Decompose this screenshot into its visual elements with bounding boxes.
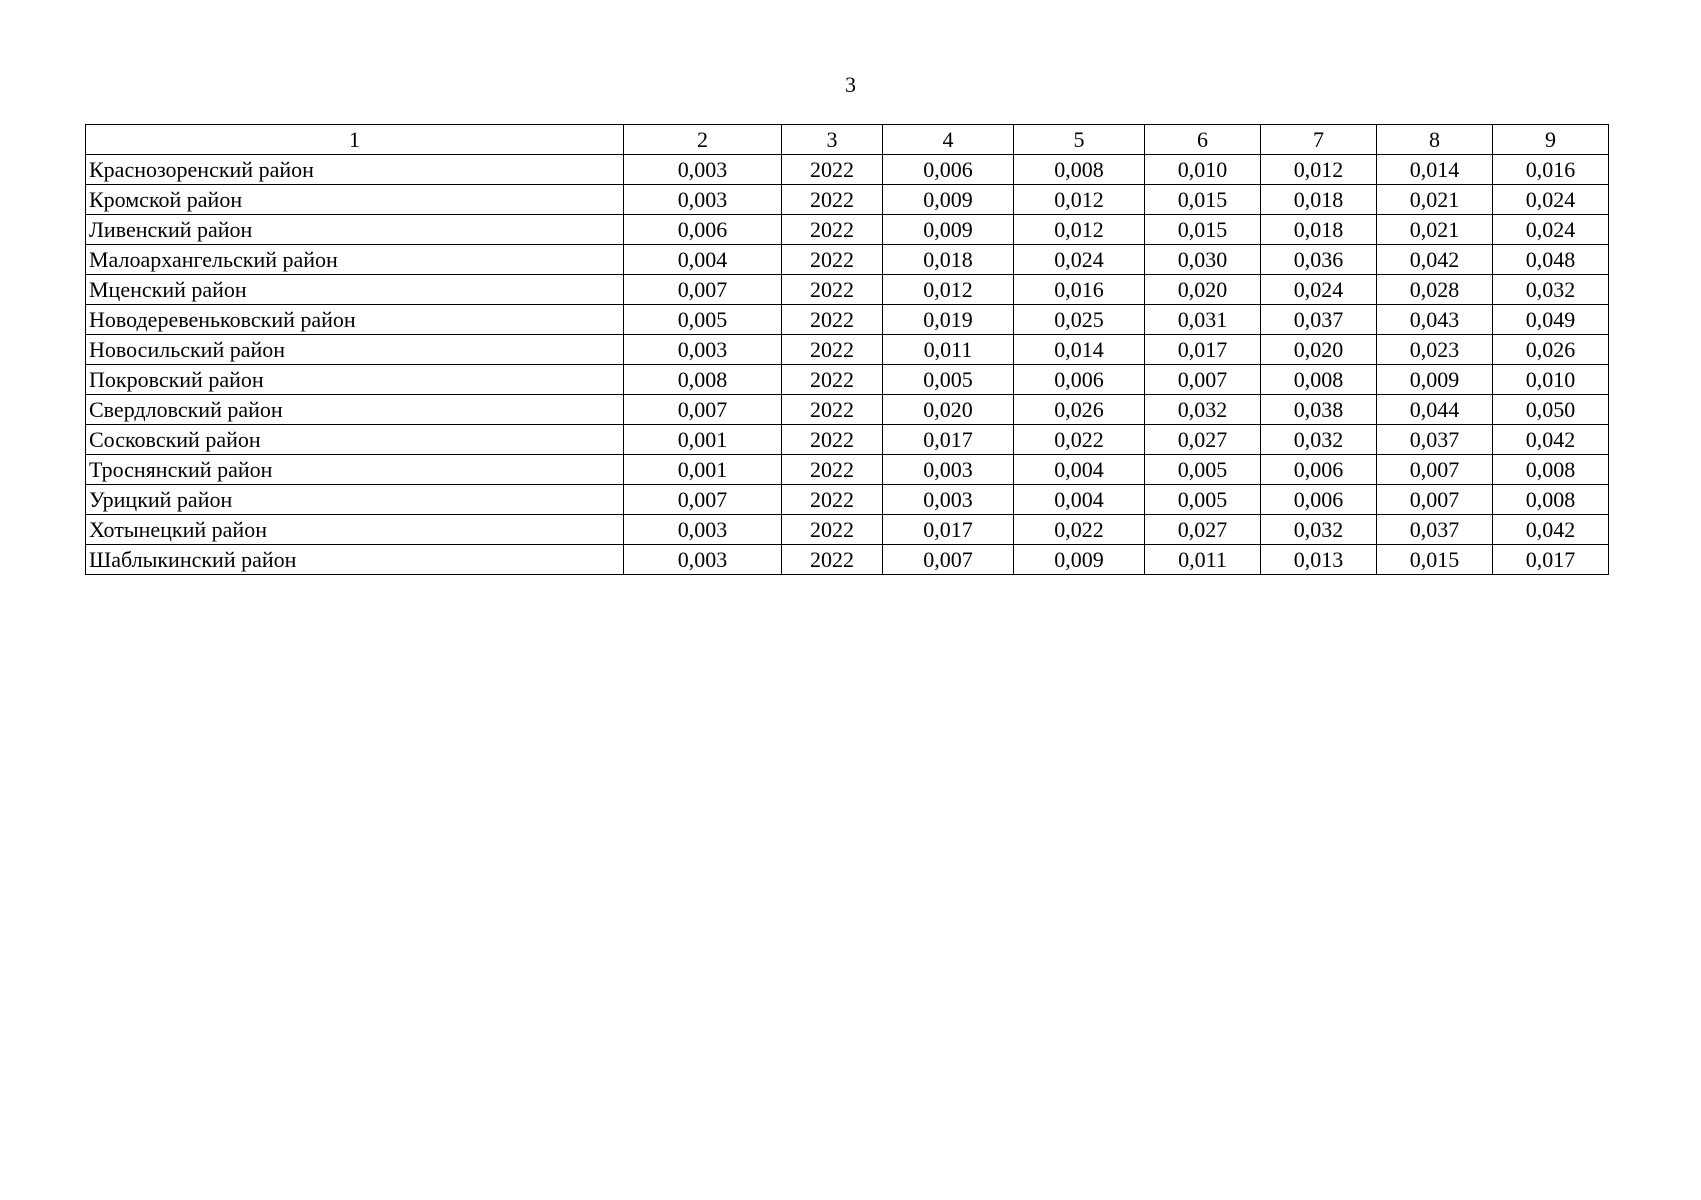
value-cell: 0,048 — [1493, 245, 1609, 275]
page-number: 3 — [845, 72, 856, 97]
value-cell: 0,020 — [1145, 275, 1261, 305]
value-cell: 2022 — [782, 305, 883, 335]
value-cell: 0,008 — [624, 365, 782, 395]
value-cell: 0,012 — [1261, 155, 1377, 185]
value-cell: 0,005 — [1145, 485, 1261, 515]
value-cell: 0,043 — [1377, 305, 1493, 335]
value-cell: 0,014 — [1014, 335, 1145, 365]
value-cell: 0,007 — [1145, 365, 1261, 395]
value-cell: 2022 — [782, 545, 883, 575]
value-cell: 0,010 — [1493, 365, 1609, 395]
value-cell: 2022 — [782, 485, 883, 515]
value-cell: 0,006 — [624, 215, 782, 245]
table-row — [86, 245, 1609, 275]
value-cell: 0,016 — [1014, 275, 1145, 305]
value-cell: 0,037 — [1377, 515, 1493, 545]
value-cell: 0,012 — [883, 275, 1014, 305]
value-cell: 0,017 — [1145, 335, 1261, 365]
value-cell: 0,024 — [1261, 275, 1377, 305]
value-cell: 0,003 — [624, 335, 782, 365]
value-cell: 0,003 — [624, 515, 782, 545]
value-cell: 0,003 — [624, 185, 782, 215]
value-cell: 0,042 — [1377, 245, 1493, 275]
value-cell: 0,049 — [1493, 305, 1609, 335]
column-number: 7 — [1261, 125, 1377, 155]
value-cell: 0,020 — [1261, 335, 1377, 365]
value-cell: 0,006 — [1261, 485, 1377, 515]
value-cell: 0,015 — [1377, 545, 1493, 575]
value-cell: 0,019 — [883, 305, 1014, 335]
value-cell: 0,009 — [883, 215, 1014, 245]
table-row — [86, 485, 1609, 515]
value-cell: 0,021 — [1377, 185, 1493, 215]
value-cell: 0,012 — [1014, 215, 1145, 245]
column-number: 6 — [1145, 125, 1261, 155]
value-cell: 0,010 — [1145, 155, 1261, 185]
table-row — [86, 155, 1609, 185]
column-number: 5 — [1014, 125, 1145, 155]
value-cell: 0,007 — [1377, 455, 1493, 485]
table-row — [86, 515, 1609, 545]
column-number-row — [86, 125, 1609, 155]
value-cell: 0,007 — [883, 545, 1014, 575]
value-cell: 0,024 — [1493, 215, 1609, 245]
value-cell: 0,026 — [1014, 395, 1145, 425]
value-cell: 0,011 — [1145, 545, 1261, 575]
value-cell: 2022 — [782, 275, 883, 305]
value-cell: 2022 — [782, 185, 883, 215]
value-cell: 0,009 — [1014, 545, 1145, 575]
value-cell: 2022 — [782, 455, 883, 485]
district-name-cell: Хотынецкий район — [86, 515, 624, 545]
value-cell: 0,004 — [1014, 455, 1145, 485]
value-cell: 0,003 — [624, 545, 782, 575]
table-row — [86, 365, 1609, 395]
value-cell: 0,044 — [1377, 395, 1493, 425]
value-cell: 0,020 — [883, 395, 1014, 425]
table-row — [86, 335, 1609, 365]
table-row — [86, 275, 1609, 305]
value-cell: 0,017 — [883, 425, 1014, 455]
value-cell: 0,022 — [1014, 425, 1145, 455]
table-row — [86, 215, 1609, 245]
value-cell: 0,050 — [1493, 395, 1609, 425]
value-cell: 0,008 — [1261, 365, 1377, 395]
column-number: 4 — [883, 125, 1014, 155]
value-cell: 0,013 — [1261, 545, 1377, 575]
value-cell: 0,008 — [1493, 455, 1609, 485]
value-cell: 0,015 — [1145, 185, 1261, 215]
value-cell: 0,012 — [1014, 185, 1145, 215]
value-cell: 0,022 — [1014, 515, 1145, 545]
column-number: 2 — [624, 125, 782, 155]
value-cell: 0,007 — [624, 275, 782, 305]
value-cell: 0,003 — [883, 455, 1014, 485]
district-name-cell: Троснянский район — [86, 455, 624, 485]
value-cell: 0,003 — [883, 485, 1014, 515]
value-cell: 2022 — [782, 215, 883, 245]
value-cell: 2022 — [782, 395, 883, 425]
value-cell: 0,009 — [883, 185, 1014, 215]
value-cell: 0,025 — [1014, 305, 1145, 335]
value-cell: 0,014 — [1377, 155, 1493, 185]
value-cell: 2022 — [782, 425, 883, 455]
value-cell: 0,017 — [1493, 545, 1609, 575]
value-cell: 2022 — [782, 365, 883, 395]
district-name-cell: Новодеревеньковский район — [86, 305, 624, 335]
value-cell: 0,004 — [624, 245, 782, 275]
value-cell: 0,018 — [1261, 215, 1377, 245]
value-cell: 0,027 — [1145, 515, 1261, 545]
value-cell: 0,032 — [1261, 425, 1377, 455]
district-name-cell: Ливенский район — [86, 215, 624, 245]
value-cell: 0,036 — [1261, 245, 1377, 275]
district-name-cell: Покровский район — [86, 365, 624, 395]
value-cell: 0,005 — [883, 365, 1014, 395]
value-cell: 0,021 — [1377, 215, 1493, 245]
table-row — [86, 305, 1609, 335]
value-cell: 2022 — [782, 155, 883, 185]
value-cell: 0,038 — [1261, 395, 1377, 425]
table-row — [86, 395, 1609, 425]
value-cell: 0,007 — [624, 395, 782, 425]
district-name-cell: Свердловский район — [86, 395, 624, 425]
district-name-cell: Сосковский район — [86, 425, 624, 455]
value-cell: 0,005 — [1145, 455, 1261, 485]
value-cell: 0,037 — [1261, 305, 1377, 335]
district-name-cell: Малоархангельский район — [86, 245, 624, 275]
value-cell: 0,037 — [1377, 425, 1493, 455]
table-row — [86, 545, 1609, 575]
table-row — [86, 455, 1609, 485]
table-row — [86, 425, 1609, 455]
value-cell: 0,001 — [624, 455, 782, 485]
district-name-cell: Краснозоренский район — [86, 155, 624, 185]
value-cell: 2022 — [782, 245, 883, 275]
value-cell: 0,027 — [1145, 425, 1261, 455]
value-cell: 0,018 — [1261, 185, 1377, 215]
value-cell: 0,009 — [1377, 365, 1493, 395]
value-cell: 0,018 — [883, 245, 1014, 275]
table-row — [86, 185, 1609, 215]
value-cell: 0,011 — [883, 335, 1014, 365]
value-cell: 0,032 — [1261, 515, 1377, 545]
value-cell: 0,004 — [1014, 485, 1145, 515]
value-cell: 0,030 — [1145, 245, 1261, 275]
value-cell: 0,015 — [1145, 215, 1261, 245]
district-values-table — [85, 124, 1609, 575]
value-cell: 0,026 — [1493, 335, 1609, 365]
value-cell: 0,005 — [624, 305, 782, 335]
value-cell: 0,017 — [883, 515, 1014, 545]
column-number: 3 — [782, 125, 883, 155]
value-cell: 0,007 — [624, 485, 782, 515]
district-name-cell: Урицкий район — [86, 485, 624, 515]
value-cell: 2022 — [782, 335, 883, 365]
value-cell: 0,008 — [1014, 155, 1145, 185]
value-cell: 2022 — [782, 515, 883, 545]
value-cell: 0,008 — [1493, 485, 1609, 515]
column-number: 9 — [1493, 125, 1609, 155]
value-cell: 0,016 — [1493, 155, 1609, 185]
district-name-cell: Новосильский район — [86, 335, 624, 365]
district-name-cell: Кромской район — [86, 185, 624, 215]
value-cell: 0,032 — [1145, 395, 1261, 425]
value-cell: 0,023 — [1377, 335, 1493, 365]
value-cell: 0,006 — [883, 155, 1014, 185]
value-cell: 0,024 — [1493, 185, 1609, 215]
value-cell: 0,001 — [624, 425, 782, 455]
column-number: 8 — [1377, 125, 1493, 155]
value-cell: 0,031 — [1145, 305, 1261, 335]
value-cell: 0,006 — [1261, 455, 1377, 485]
district-name-cell: Шаблыкинский район — [86, 545, 624, 575]
column-number: 1 — [86, 125, 624, 155]
value-cell: 0,007 — [1377, 485, 1493, 515]
value-cell: 0,042 — [1493, 425, 1609, 455]
value-cell: 0,032 — [1493, 275, 1609, 305]
district-name-cell: Мценский район — [86, 275, 624, 305]
value-cell: 0,042 — [1493, 515, 1609, 545]
value-cell: 0,006 — [1014, 365, 1145, 395]
value-cell: 0,028 — [1377, 275, 1493, 305]
value-cell: 0,024 — [1014, 245, 1145, 275]
value-cell: 0,003 — [624, 155, 782, 185]
